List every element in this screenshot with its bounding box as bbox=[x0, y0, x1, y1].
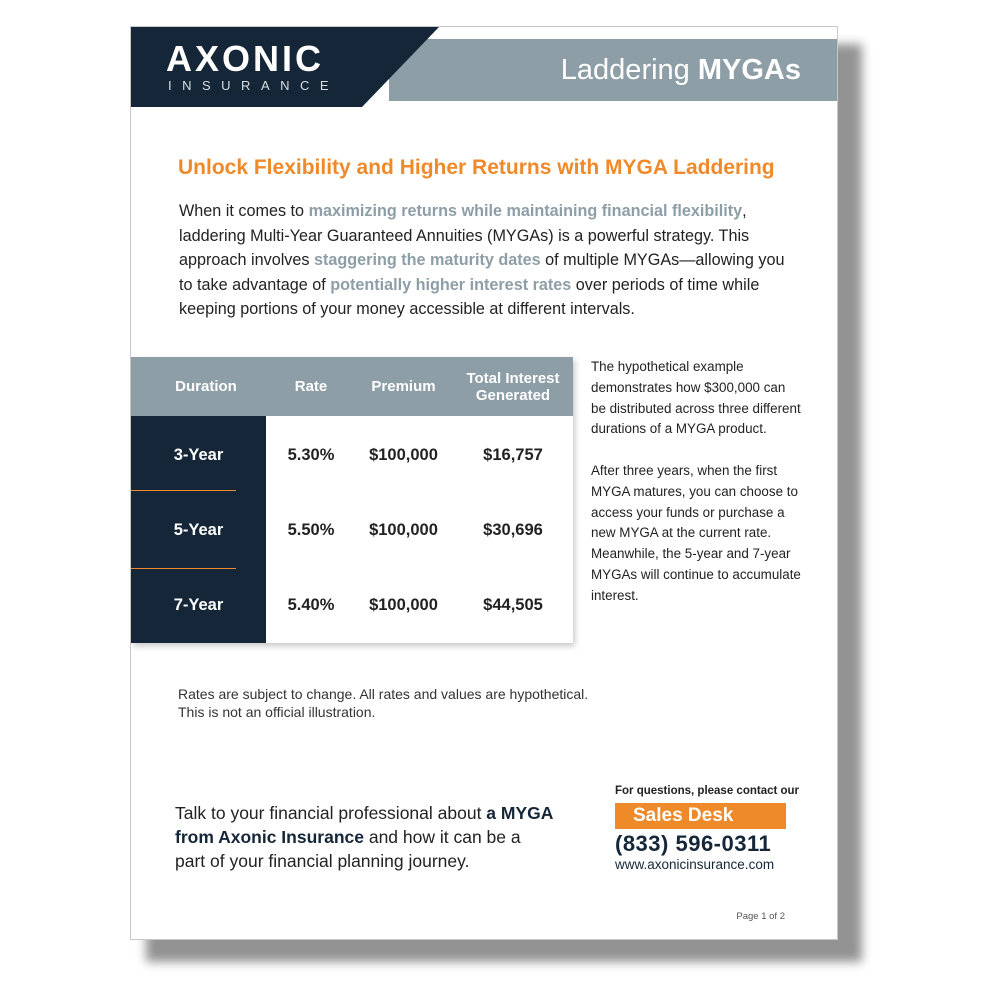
header-total-interest-line2: Generated bbox=[475, 387, 551, 404]
interest-cell: $44,505 bbox=[483, 596, 543, 614]
row-divider bbox=[131, 568, 236, 569]
rate-cell: 5.40% bbox=[287, 596, 335, 614]
contact-label: For questions, please contact our bbox=[615, 785, 800, 797]
interest-cell: $30,696 bbox=[483, 521, 543, 539]
header-rate: Rate bbox=[294, 378, 328, 395]
phone-number[interactable]: (833) 596-0311 bbox=[615, 831, 772, 856]
headline: Unlock Flexibility and Higher Returns with MYGA Laddering bbox=[178, 156, 775, 179]
call-to-action bbox=[175, 801, 553, 873]
header-duration: Duration bbox=[175, 378, 237, 395]
side-note-paragraph: After three years, when the first MYGA matures, you can choose to access your funds or purchase a new MYGA at the current rate. Meanwhile, the 5-year and 7-year MYGAs will continue to accumulate interest. bbox=[591, 462, 801, 603]
rate-cell: 5.30% bbox=[287, 446, 335, 464]
cta-emphasis: a MYGA bbox=[486, 803, 554, 823]
disclaimer-line: This is not an official illustration. bbox=[178, 704, 376, 720]
header-premium: Premium bbox=[371, 378, 436, 395]
title-regular: Laddering bbox=[560, 54, 698, 86]
table-header bbox=[131, 357, 573, 416]
header-total-interest bbox=[451, 370, 575, 404]
duration-cell: 7-Year bbox=[173, 596, 224, 614]
intro-text: , laddering Multi-Year Guaranteed Annuities (MYGAs) is a powerful strategy. This approach involves bbox=[179, 202, 750, 270]
duration-column bbox=[131, 416, 266, 643]
title-bold: MYGAs bbox=[697, 54, 801, 86]
brand-subtitle: INSURANCE bbox=[168, 78, 340, 93]
cta-line bbox=[175, 801, 553, 825]
rate-cell: 5.50% bbox=[287, 521, 335, 539]
cta-line: part of your financial planning journey. bbox=[175, 851, 470, 871]
cta-line bbox=[175, 825, 553, 849]
brand-logo bbox=[166, 38, 340, 94]
intro-highlight: maximizing returns while maintaining financial flexibility bbox=[308, 202, 743, 220]
disclaimer-line: Rates are subject to change. All rates and values are hypothetical. bbox=[178, 686, 589, 702]
premium-cell: $100,000 bbox=[369, 521, 438, 539]
duration-cell: 5-Year bbox=[173, 521, 224, 539]
side-note bbox=[591, 357, 801, 607]
document-page bbox=[130, 26, 838, 940]
intro-highlight: staggering the maturity dates bbox=[313, 251, 541, 270]
cta-text: Talk to your financial professional about bbox=[175, 803, 487, 823]
duration-cell: 3-Year bbox=[173, 446, 224, 464]
intro-highlight: potentially higher interest rates bbox=[330, 275, 572, 294]
row-divider bbox=[131, 490, 236, 491]
document-title bbox=[561, 53, 801, 87]
sales-desk-badge: Sales Desk bbox=[615, 803, 786, 829]
premium-cell: $100,000 bbox=[369, 596, 438, 614]
header-total-interest-line1: Total Interest bbox=[466, 370, 560, 387]
intro-text: When it comes to bbox=[179, 202, 309, 220]
website-link[interactable]: www.axonicinsurance.com bbox=[615, 857, 775, 872]
cta-text: and how it can be a bbox=[363, 827, 521, 847]
cta-emphasis: from Axonic Insurance bbox=[175, 827, 364, 847]
side-note-paragraph: The hypothetical example demonstrates how $300,000 can be distributed across three different durations of a MYGA product. bbox=[591, 359, 801, 437]
interest-cell: $16,757 bbox=[483, 446, 543, 464]
premium-cell: $100,000 bbox=[369, 446, 438, 464]
brand-name: AXONIC bbox=[166, 38, 325, 79]
intro-text: over periods of time while keeping portions of your money accessible at different intervals. bbox=[179, 275, 760, 319]
intro-paragraph bbox=[179, 199, 789, 322]
intro-text: of multiple MYGAs—allowing you to take advantage of bbox=[179, 251, 785, 294]
rates-table bbox=[131, 357, 573, 643]
page-number: Page 1 of 2 bbox=[736, 911, 785, 922]
disclaimer bbox=[178, 685, 588, 721]
